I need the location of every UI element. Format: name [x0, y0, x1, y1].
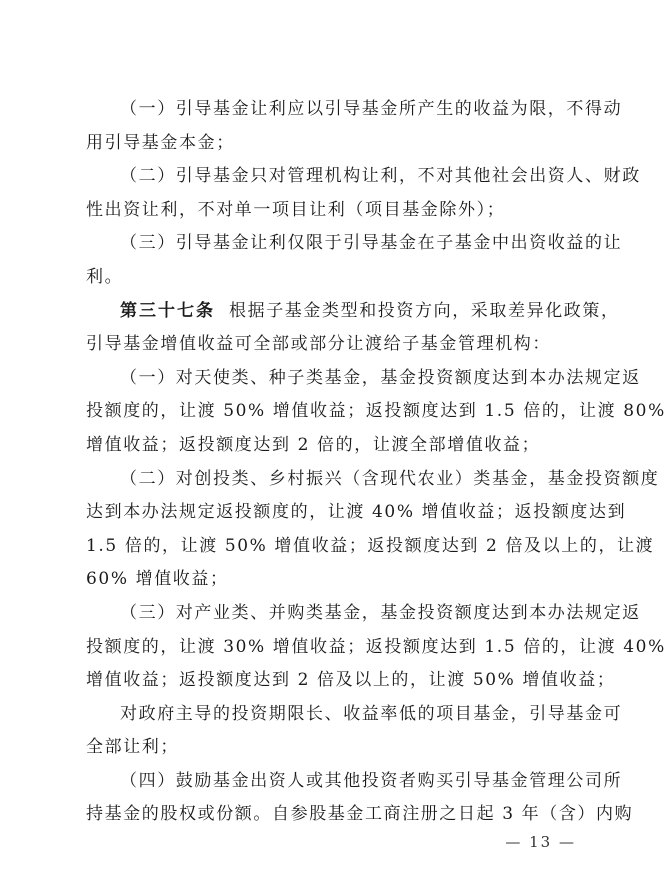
line-text: （三）对产业类、并购类基金，基金投资额度达到本办法规定返 [120, 602, 641, 623]
paragraph-line [86, 227, 623, 261]
line-text: 对政府主导的投资期限长、收益率低的项目基金，引导基金可 [120, 703, 623, 724]
line-text: （四）鼓励基金出资人或其他投资者购买引导基金管理公司所 [120, 770, 623, 791]
paragraph-line [86, 563, 586, 597]
line-text: 持基金的股权或份额。自参股基金工商注册之日起 3 年（含）内购 [86, 804, 634, 825]
line-text: 全部让利； [86, 737, 179, 758]
paragraph-line [86, 698, 623, 732]
line-text: 1.5 倍的，让渡 50% 增值收益；返投额度达到 2 倍及以上的，让渡 [86, 535, 655, 556]
line-text: 利。 [86, 266, 124, 287]
paragraph-line [86, 93, 623, 127]
line-text: 投额度的，让渡 50% 增值收益；返投额度达到 1.5 倍的，让渡 80% [86, 401, 666, 422]
line-text: 60% 增值收益； [86, 569, 229, 590]
line-text: （一）引导基金让利应以引导基金所产生的收益为限，不得动 [120, 99, 623, 119]
paragraph-line [86, 530, 655, 564]
line-text: （一）对天使类、种子类基金，基金投资额度达到本办法规定返 [120, 367, 641, 388]
line-text: 增值收益；返投额度达到 2 倍及以上的，让渡 50% 增值收益； [86, 670, 616, 691]
paragraph-line [86, 328, 586, 362]
paragraph-line [86, 362, 641, 396]
line-text: 根据子基金类型和投资方向，采取差异化政策， [229, 300, 620, 321]
paragraph-line [86, 496, 627, 530]
line-text: 引导基金增值收益可全部或部分让渡给子基金管理机构： [86, 334, 551, 355]
paragraph-line [86, 597, 641, 631]
line-text: 用引导基金本金； [86, 132, 235, 153]
paragraph-line [86, 798, 634, 832]
paragraph-line [86, 463, 660, 497]
paragraph-line [86, 664, 616, 698]
page-number: — 13 — [505, 833, 576, 851]
paragraph-line [86, 194, 586, 228]
paragraph-line [86, 261, 586, 295]
paragraph-line [86, 127, 586, 161]
paragraph-line [86, 160, 641, 194]
article-heading: 第三十七条 [120, 300, 215, 321]
paragraph-line [86, 395, 666, 429]
paragraph-line [86, 731, 586, 765]
line-text: 投额度的，让渡 30% 增值收益；返投额度达到 1.5 倍的，让渡 40% [86, 636, 666, 657]
paragraph-line [86, 765, 623, 799]
line-text: 性出资让利，不对单一项目让利（项目基金除外）； [86, 199, 506, 220]
paragraph-line [86, 631, 666, 665]
line-text: （二）引导基金只对管理机构让利，不对其他社会出资人、财政 [120, 166, 641, 187]
paragraph-line [86, 429, 586, 463]
article-line [86, 295, 620, 329]
line-text: （二）对创投类、乡村振兴（含现代农业）类基金，基金投资额度 [120, 468, 660, 489]
line-text: （三）引导基金让利仅限于引导基金在子基金中出资收益的让 [120, 233, 623, 254]
body-text [86, 93, 666, 832]
line-text: 达到本办法规定返投额度的，让渡 40% 增值收益；返投额度达到 [86, 502, 627, 523]
line-text: 增值收益；返投额度达到 2 倍的，让渡全部增值收益； [86, 434, 541, 455]
